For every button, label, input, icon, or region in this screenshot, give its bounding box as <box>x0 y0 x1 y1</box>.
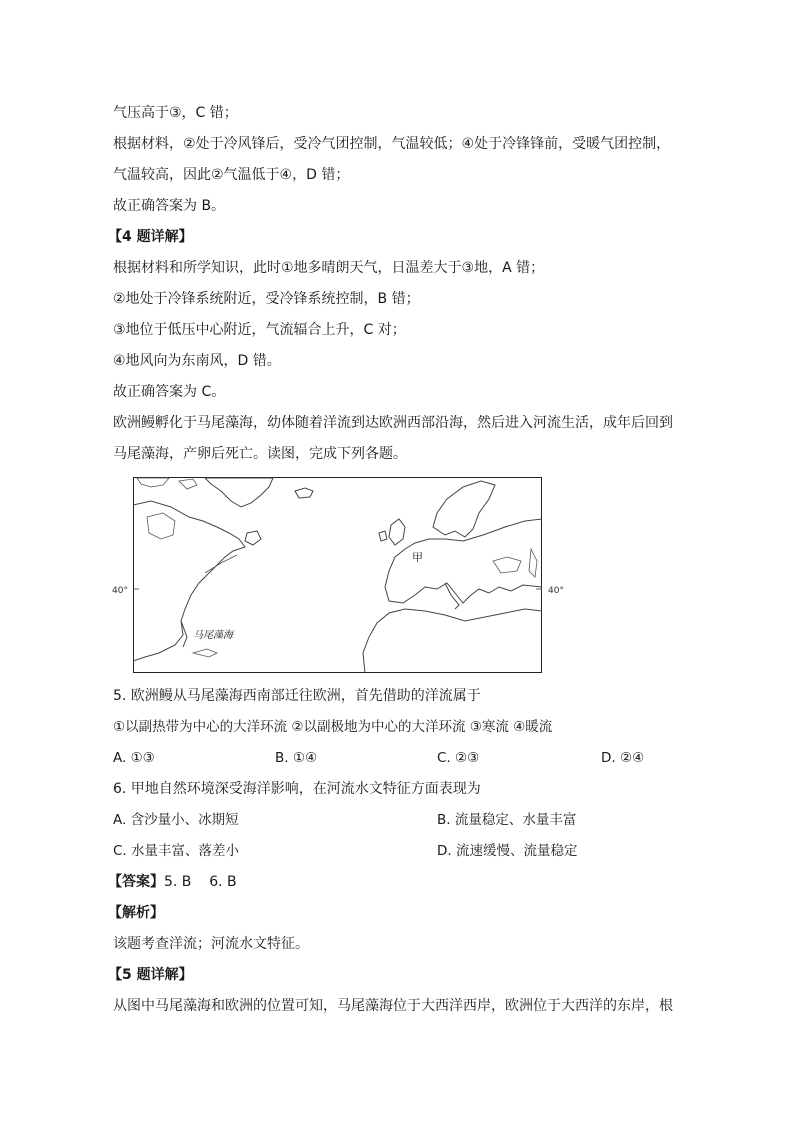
answer-tag: 【答案】 <box>108 874 164 890</box>
text-line: ④地风向为东南风，D 错。 <box>113 353 281 369</box>
text-line: ②地处于冷锋系统附近，受冷锋系统控制，B 错； <box>113 291 420 307</box>
section-heading: 【5 题详解】 <box>108 967 193 983</box>
text-line: 该题考查洋流；河流水文特征。 <box>113 936 309 952</box>
text-line: 气温较高，因此②气温低于④，D 错； <box>113 167 350 183</box>
map-label-sargasso: 马尾藻海 <box>193 630 233 641</box>
text-line: 根据材料和所学知识，此时①地多晴朗天气，日温差大于③地，A 错； <box>113 260 545 276</box>
question-5-stem: 5. 欧洲鳗从马尾藻海西南部迁往欧洲，首先借助的洋流属于 <box>113 688 481 704</box>
answer-text: 5. B 6. B <box>164 874 237 890</box>
question-5-choices: ①以副热带为中心的大洋环流 ②以副极地为中心的大洋环流 ③寒流 ④暖流 <box>113 719 553 735</box>
text-line: ③地位于低压中心附近，气流辐合上升，C 对； <box>113 322 406 338</box>
answer-line <box>108 872 237 892</box>
map-label-jia: 甲 <box>412 551 423 564</box>
q6-option-d: D. 流速缓慢、流量稳定 <box>437 843 578 859</box>
latitude-label-right: 40° <box>548 586 564 596</box>
section-heading: 【4 题详解】 <box>108 229 193 245</box>
text-line: 根据材料，②处于冷风锋后，受冷气团控制，气温较低；④处于冷锋锋前，受暖气团控制， <box>113 136 671 152</box>
latitude-label-left: 40° <box>112 586 128 596</box>
q6-option-a: A. 含沙量小、冰期短 <box>113 812 239 828</box>
q6-option-c: C. 水量丰富、落差小 <box>113 843 240 859</box>
q5-option-b: B. ①④ <box>275 750 318 766</box>
text-line: 马尾藻海，产卵后死亡。读图，完成下列各题。 <box>113 446 407 462</box>
q6-option-b: B. 流量稳定、水量丰富 <box>437 812 577 828</box>
text-line: 故正确答案为 B。 <box>113 198 226 214</box>
q5-option-a: A. ①③ <box>113 750 155 766</box>
analysis-tag: 【解析】 <box>108 905 164 921</box>
q5-option-c: C. ②③ <box>437 750 480 766</box>
question-6-stem: 6. 甲地自然环境深受海洋影响，在河流水文特征方面表现为 <box>113 781 481 797</box>
text-line: 欧洲鳗孵化于马尾藻海，幼体随着洋流到达欧洲西部沿海，然后进入河流生活，成年后回到 <box>113 415 673 431</box>
text-line: 气压高于③，C 错； <box>113 105 238 121</box>
text-line: 从图中马尾藻海和欧洲的位置可知，马尾藻海位于大西洋西岸，欧洲位于大西洋的东岸，根 <box>113 998 673 1014</box>
q5-option-d: D. ②④ <box>601 750 645 766</box>
text-line: 故正确答案为 C。 <box>113 384 226 400</box>
